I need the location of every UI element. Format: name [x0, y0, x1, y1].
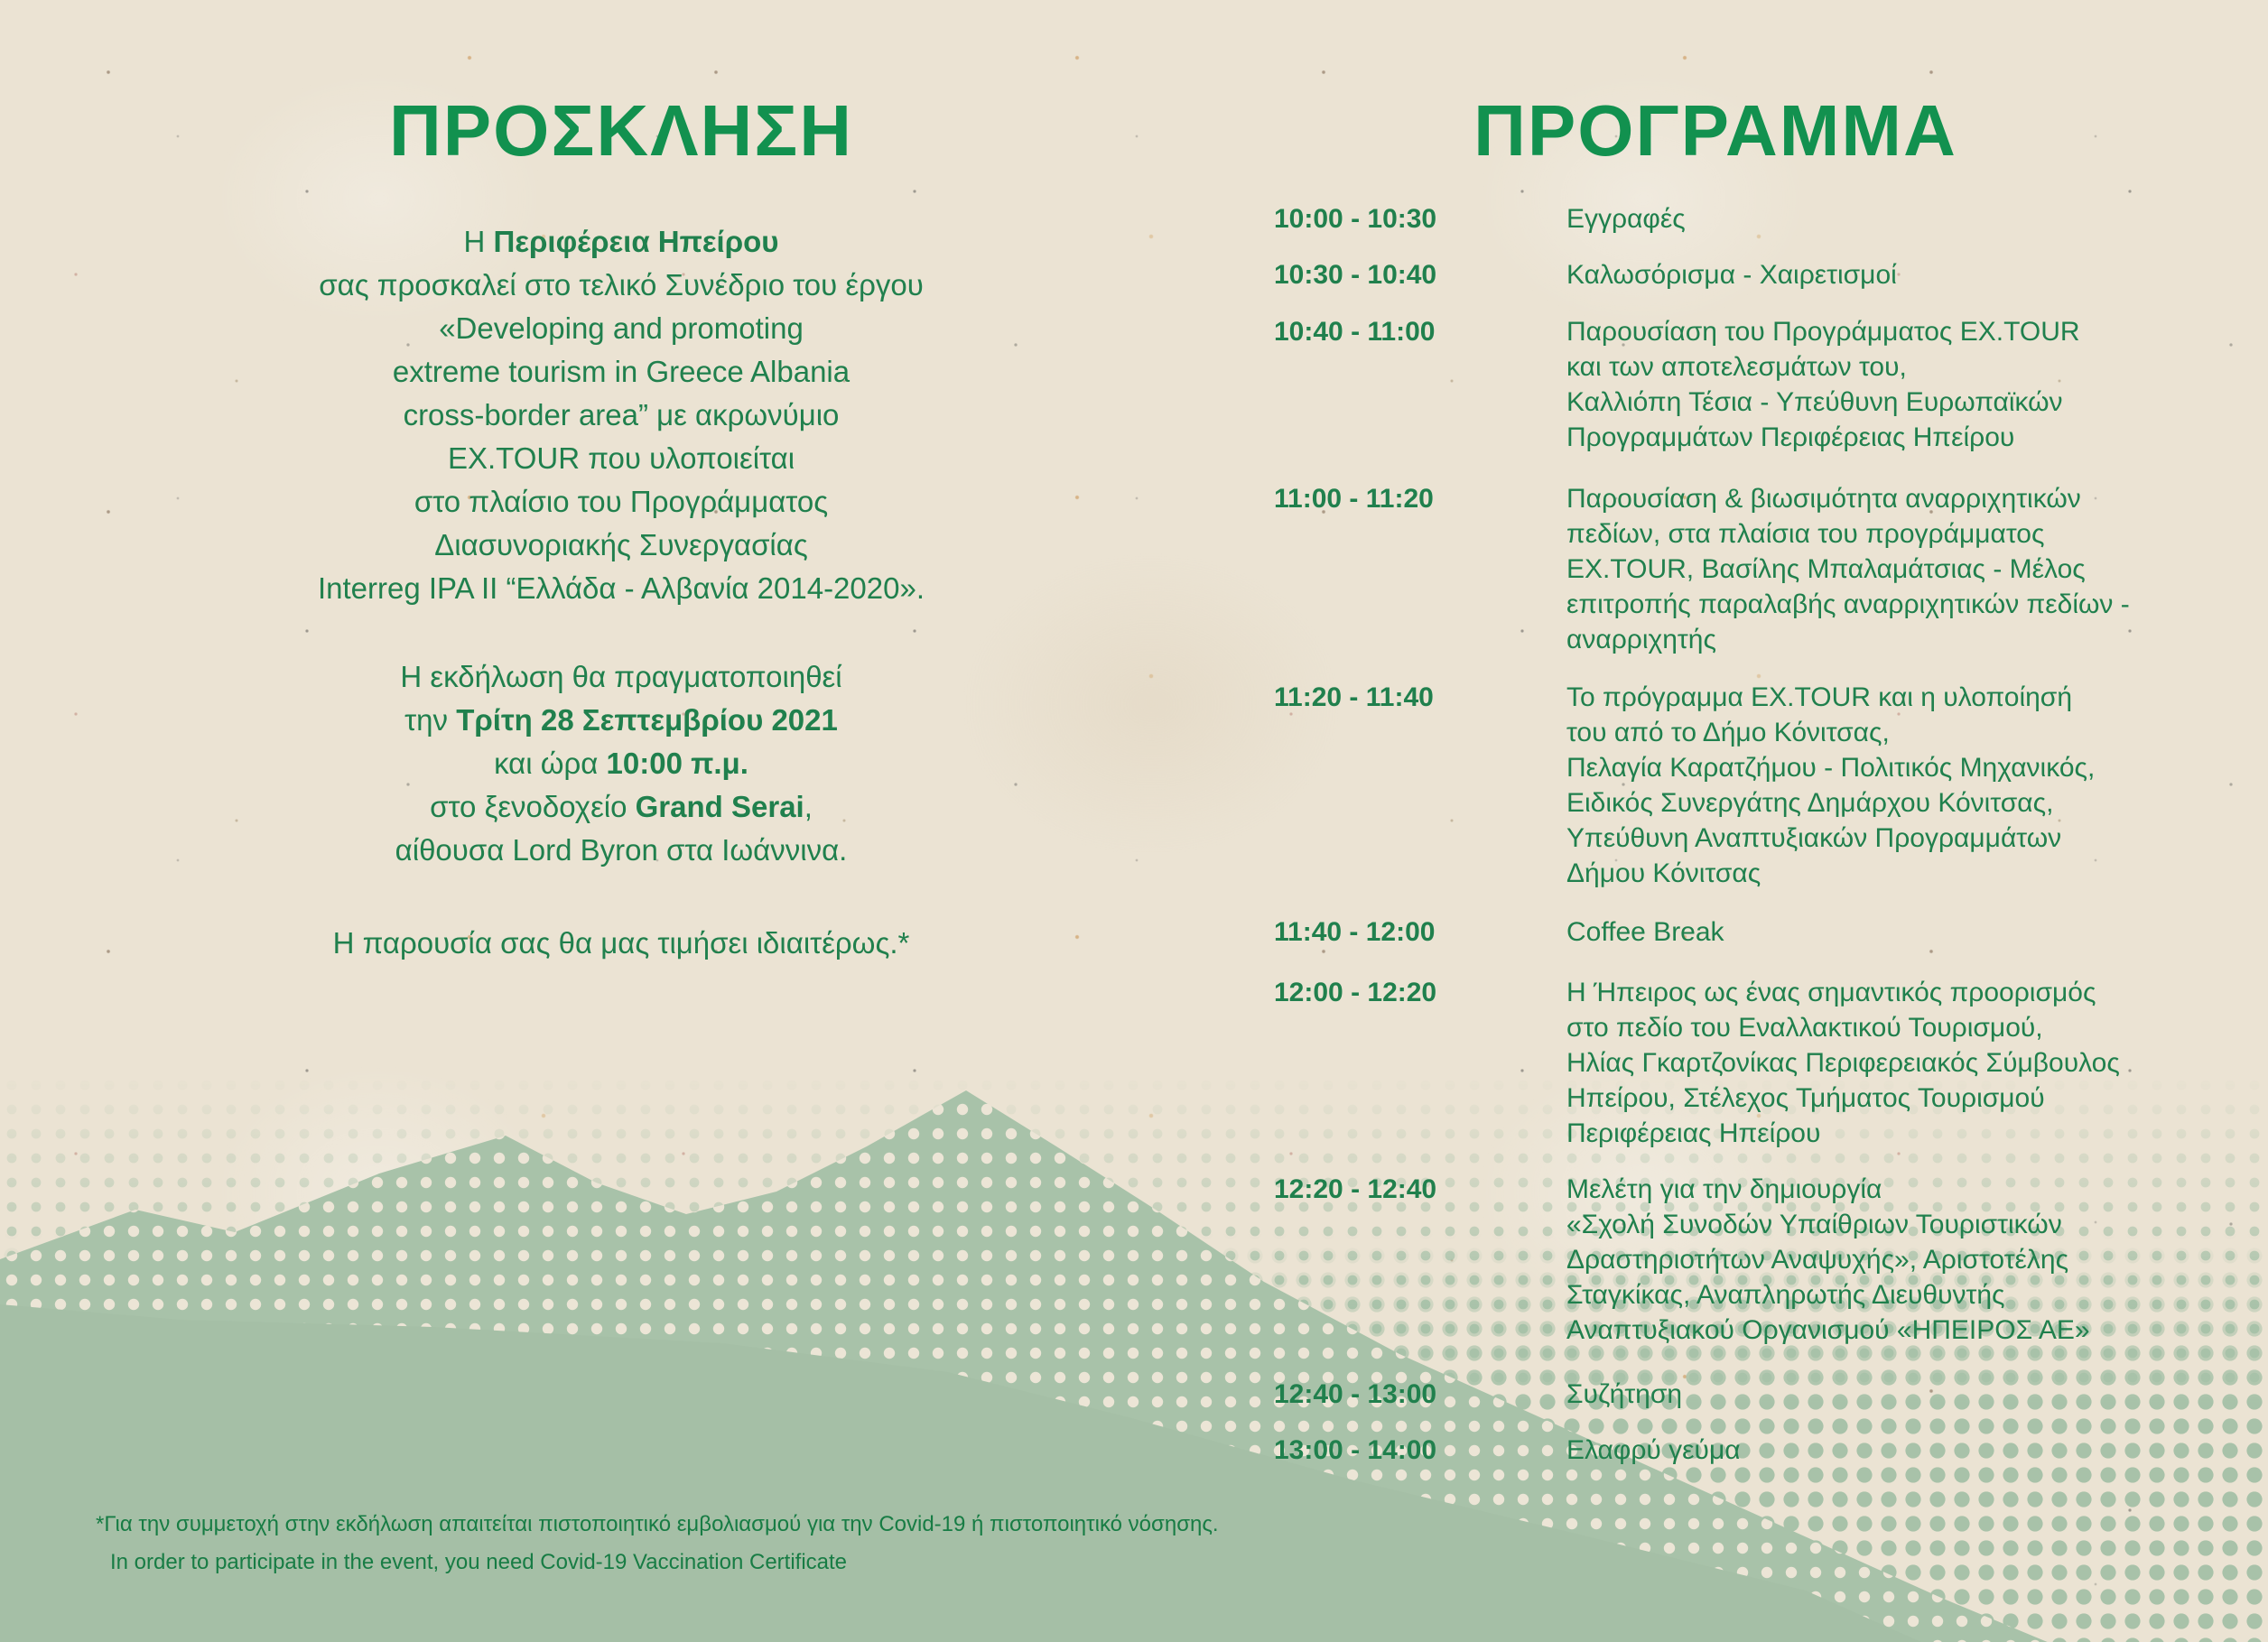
program-line: Καλλιόπη Τέσια - Υπεύθυνη Ευρωπαϊκών	[1566, 387, 2063, 417]
invitation-line: Η Περιφέρεια Ηπείρου	[463, 225, 779, 258]
program-line: «Σχολή Συνοδών Υπαίθριων Τουριστικών	[1566, 1210, 2062, 1239]
program-line: Μελέτη για την δημιουργία	[1566, 1174, 1882, 1204]
program-time: 12:40 - 13:00	[1274, 1379, 1437, 1409]
program-row	[1274, 1433, 2267, 1468]
program-line: Εγγραφές	[1566, 204, 1686, 234]
program-description	[1566, 680, 2267, 891]
invitation-line: Διασυνοριακής Συνεργασίας	[434, 528, 808, 561]
program-time: 12:00 - 12:20	[1274, 978, 1437, 1007]
program-time: 11:00 - 11:20	[1274, 484, 1434, 514]
program-line: Ηπείρου, Στέλεχος Τμήματος Τουρισμού	[1566, 1083, 2045, 1113]
invitation-line: cross-border area” με ακρωνύμιο	[403, 398, 840, 431]
program-line: Δραστηριοτήτων Αναψυχής», Αριστοτέλης	[1566, 1245, 2069, 1275]
invitation-intro-paragraph	[125, 220, 1118, 610]
program-row	[1274, 680, 2267, 891]
invitation-line: στο πλαίσιο του Προγράμματος	[414, 485, 829, 518]
program-line: Σταγκίκας, Αναπληρωτής Διευθυντής	[1566, 1280, 2005, 1310]
program-time: 11:40 - 12:00	[1274, 917, 1436, 947]
program-description	[1566, 1172, 2267, 1348]
event-date: Τρίτη 28 Σεπτεμβρίου 2021	[456, 703, 838, 737]
invitation-details-paragraph	[125, 655, 1118, 872]
invitation-line: EX.TOUR που υλοποιείται	[447, 441, 795, 475]
program-line: Υπεύθυνη Αναπτυξιακών Προγραμμάτων	[1566, 823, 2062, 853]
program-line: Ειδικός Συνεργάτης Δημάρχου Κόνιτσας,	[1566, 788, 2054, 818]
program-line: Παρουσίαση του Προγράμματος EX.TOUR	[1566, 317, 2080, 347]
invitation-title: ΠΡΟΣΚΛΗΣΗ	[388, 90, 854, 171]
program-line: Coffee Break	[1566, 917, 1724, 947]
program-line: Συζήτηση	[1566, 1379, 1683, 1409]
invitation-closing-line: Η παρουσία σας θα μας τιμήσει ιδιαιτέρως.*	[332, 926, 910, 960]
program-line: Η Ήπειρος ως ένας σημαντικός προορισμός	[1566, 978, 2096, 1007]
program-title: ΠΡΟΓΡΑΜΜΑ	[1473, 90, 1957, 171]
program-time: 11:20 - 11:40	[1274, 682, 1434, 712]
program-description	[1566, 1377, 2267, 1412]
program-line: στο πεδίο του Εναλλακτικού Τουρισμού,	[1566, 1013, 2043, 1043]
program-line: Ηλίας Γκαρτζονίκας Περιφερειακός Σύμβουλος	[1566, 1048, 2120, 1078]
program-row	[1274, 1172, 2267, 1348]
invitation-line: και ώρα 10:00 π.μ.	[494, 747, 748, 780]
program-time: 12:20 - 12:40	[1274, 1174, 1437, 1204]
invitation-line: την Τρίτη 28 Σεπτεμβρίου 2021	[404, 703, 838, 737]
invitation-line: extreme tourism in Greece Albania	[392, 355, 850, 388]
program-row	[1274, 914, 2267, 950]
invitation-line: Interreg IPA II “Ελλάδα - Αλβανία 2014-2020».	[317, 571, 925, 605]
program-line: του από το Δήμο Κόνιτσας,	[1566, 718, 1890, 747]
program-row	[1274, 314, 2267, 455]
program-description	[1566, 257, 2267, 292]
program-row	[1274, 1377, 2267, 1412]
invitation-line: «Developing and promoting	[439, 311, 804, 345]
program-line: Αναπτυξιακού Οργανισμού «ΗΠΕΙΡΟΣ ΑΕ»	[1566, 1315, 2090, 1345]
program-line: Δήμου Κόνιτσας	[1566, 858, 1761, 888]
program-line: Περιφέρειας Ηπείρου	[1566, 1118, 1821, 1148]
program-row	[1274, 481, 2267, 657]
program-row	[1274, 257, 2267, 292]
program-description	[1566, 201, 2267, 237]
program-line: και των αποτελεσμάτων του,	[1566, 352, 1907, 382]
invitation-line: αίθουσα Lord Byron στα Ιωάννινα.	[395, 833, 848, 867]
program-description	[1566, 914, 2267, 950]
program-line: Το πρόγραμμα EX.TOUR και η υλοποίησή	[1566, 682, 2073, 712]
program-time: 10:30 - 10:40	[1274, 260, 1437, 290]
program-description	[1566, 975, 2267, 1151]
program-description	[1566, 1433, 2267, 1468]
program-line: Προγραμμάτων Περιφέρειας Ηπείρου	[1566, 422, 2015, 452]
program-description	[1566, 314, 2267, 455]
program-line: πεδίων, στα πλαίσια του προγράμματος	[1566, 519, 2045, 549]
invitation-line: στο ξενοδοχείο Grand Serai,	[430, 790, 813, 823]
event-venue: Grand Serai	[635, 790, 804, 823]
program-line: Πελαγία Καρατζήμου - Πολιτικός Μηχανικός,	[1566, 753, 2096, 783]
program-row	[1274, 201, 2267, 237]
program-line: Ελαφρύ γεύμα	[1566, 1435, 1741, 1465]
event-time: 10:00 π.μ.	[606, 747, 748, 780]
program-line: Παρουσίαση & βιωσιμότητα αναρριχητικών	[1566, 484, 2081, 514]
program-time: 13:00 - 14:00	[1274, 1435, 1437, 1465]
program-description	[1566, 481, 2267, 657]
program-time: 10:40 - 11:00	[1274, 317, 1436, 347]
program-line: EX.TOUR, Βασίλης Μπαλαμάτσιας - Μέλος	[1566, 554, 2086, 584]
covid-footnote-english: In order to participate in the event, you need Covid-19 Vaccination Certificate	[110, 1550, 848, 1574]
program-line: Καλωσόρισμα - Χαιρετισμοί	[1566, 260, 1897, 290]
invitation-line: σας προσκαλεί στο τελικό Συνέδριο του έργου	[319, 268, 924, 301]
organizer-name: Περιφέρεια Ηπείρου	[493, 225, 779, 258]
covid-footnote	[96, 1506, 1360, 1582]
covid-footnote-greek: *Για την συμμετοχή στην εκδήλωση απαιτείται πιστοποιητικό εμβολιασμού για την Covid-19 ή πιστοποιητικό νόσησης.	[96, 1512, 1219, 1536]
program-line: αναρριχητής	[1566, 625, 1716, 654]
program-time: 10:00 - 10:30	[1274, 204, 1437, 234]
invitation-line: Η εκδήλωση θα πραγματοποιηθεί	[400, 660, 842, 693]
program-row	[1274, 975, 2267, 1151]
program-line: επιτροπής παραλαβής αναρριχητικών πεδίων -	[1566, 589, 2130, 619]
